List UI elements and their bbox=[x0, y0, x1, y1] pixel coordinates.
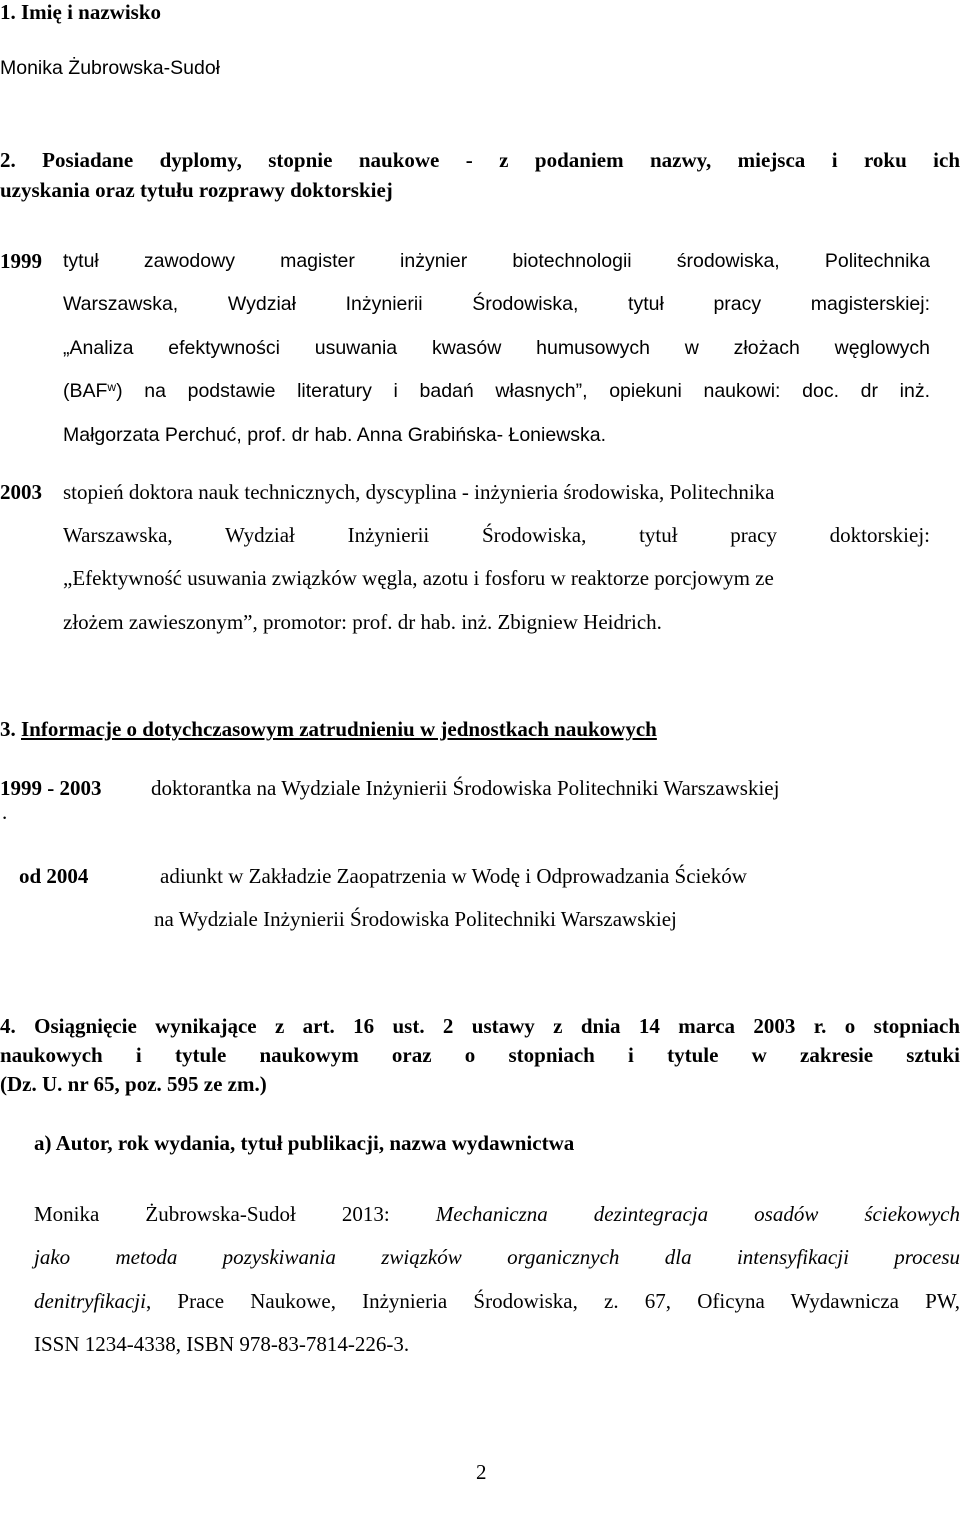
section-1-heading: 1. Imię i nazwisko bbox=[0, 0, 162, 24]
entry-1999-line3: „Analiza efektywności usuwania kwasów humusowych w złożach węglowych bbox=[63, 337, 930, 359]
section-2-heading-line1: 2. Posiadane dyplomy, stopnie naukowe - z podaniem nazwy, miejsca i roku ich bbox=[0, 148, 960, 172]
entry-2003-line1: stopień doktora nauk technicznych, dyscyplina - inżynieria środowiska, Politechnika bbox=[63, 480, 775, 504]
publication-line1 bbox=[34, 1202, 960, 1227]
section-4-heading-line2: naukowych i tytule naukowym oraz o stopniach i tytule w zakresie sztuki bbox=[0, 1043, 960, 1067]
section-4-heading-line1: 4. Osiągnięcie wynikające z art. 16 ust. 2 ustawy z dnia 14 marca 2003 r. o stopniach bbox=[0, 1014, 960, 1038]
entry-1999-line1: tytuł zawodowy magister inżynier biotechnologii środowiska, Politechnika bbox=[63, 250, 930, 272]
entry-2003-line3: „Efektywność usuwania związków węgla, azotu i fosforu w reaktorze porcjowym ze bbox=[63, 566, 774, 590]
entry-1999-line5: Małgorzata Perchuć, prof. dr hab. Anna Grabińska- Łoniewska. bbox=[63, 424, 607, 446]
section-3-title: Informacje o dotychczasowym zatrudnieniu w jednostkach naukowych bbox=[21, 717, 657, 741]
publication-line3 bbox=[34, 1289, 960, 1314]
entry-2003-line4: złożem zawieszonym”, promotor: prof. dr hab. inż. Zbigniew Heidrich. bbox=[63, 610, 662, 634]
publication-line4: ISSN 1234-4338, ISBN 978-83-7814-226-3. bbox=[34, 1332, 410, 1356]
baf-label: (BAF bbox=[63, 380, 108, 402]
section-2-heading-line2: uzyskania oraz tytułu rozprawy doktorskiej bbox=[0, 178, 393, 202]
publication-title-part1: Mechaniczna dezintegracja osadów ściekowych bbox=[435, 1202, 960, 1226]
publication-publisher: , Prace Naukowe, Inżynieria Środowiska, z. 67, Oficyna Wydawnicza PW, bbox=[145, 1289, 960, 1313]
entry-1999-line2: Warszawska, Wydział Inżynierii Środowiska, tytuł pracy magisterskiej: bbox=[63, 293, 930, 315]
entry-2003-year: 2003 bbox=[0, 480, 42, 504]
employment-2-line2: na Wydziale Inżynierii Środowiska Politechniki Warszawskiej bbox=[154, 907, 677, 931]
publication-author-year: Monika Żubrowska-Sudoł 2013: bbox=[34, 1202, 390, 1226]
entry-2003-line2: Warszawska, Wydział Inżynierii Środowiska, tytuł pracy doktorskiej: bbox=[63, 523, 930, 547]
employment-1-years: 1999 - 2003 bbox=[0, 776, 102, 800]
subsection-a-heading: a) Autor, rok wydania, tytuł publikacji, nazwa wydawnictwa bbox=[34, 1131, 575, 1155]
publication-title-part3: denitryfikacji bbox=[34, 1289, 146, 1313]
page-number: 2 bbox=[476, 1460, 487, 1484]
employment-1-text: doktorantka na Wydziale Inżynierii Środowiska Politechniki Warszawskiej bbox=[151, 776, 780, 800]
entry-1999-line4-text: ) na podstawie literatury i badań własnych”, opiekuni naukowi: doc. dr inż. bbox=[116, 380, 930, 402]
author-name: Monika Żubrowska-Sudoł bbox=[0, 57, 221, 79]
section-3-heading bbox=[0, 717, 657, 742]
section-4-heading-line3: (Dz. U. nr 65, poz. 595 ze zm.) bbox=[0, 1072, 267, 1096]
employment-2-years: od 2004 bbox=[19, 864, 89, 888]
section-3-number: 3. bbox=[0, 717, 16, 741]
entry-1999-line4 bbox=[63, 380, 930, 403]
stray-dot: . bbox=[2, 800, 8, 824]
publication-line2 bbox=[34, 1245, 960, 1270]
baf-subscript: w bbox=[107, 380, 117, 394]
entry-1999-year: 1999 bbox=[0, 249, 42, 273]
publication-title-part2: jako metoda pozyskiwania związków organicznych dla intensyfikacji procesu bbox=[34, 1245, 960, 1269]
employment-2-line1: adiunkt w Zakładzie Zaopatrzenia w Wodę i Odprowadzania Ścieków bbox=[160, 864, 747, 888]
